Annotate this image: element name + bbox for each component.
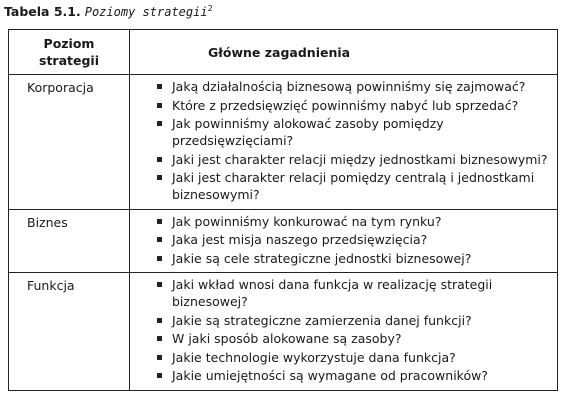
row-level-label: Korporacja: [9, 75, 130, 210]
strategy-levels-table: [8, 29, 558, 391]
issue-text: Jak powinniśmy konkurować na tym rynku?: [172, 213, 442, 229]
caption-title: Poziomy strategii: [84, 5, 208, 20]
issue-text: Jakie są strategiczne zamierzenia danej funkcji?: [172, 312, 472, 328]
issue-text: Jakie umiejętności są wymagane od pracowników?: [172, 368, 488, 383]
issue-text: Jaki wkład wnosi dana funkcja w realizację strategii biznesowej?: [172, 277, 493, 309]
issue-text: Jakie technologie wykorzystuje dana funkcja?: [172, 349, 456, 365]
square-bullet-icon: [157, 336, 162, 341]
square-bullet-icon: [157, 175, 162, 180]
square-bullet-icon: [157, 84, 162, 89]
caption-footnote-marker: 2: [207, 4, 213, 13]
list-item: [156, 78, 553, 95]
row-issues-cell: [130, 273, 558, 391]
square-bullet-icon: [157, 256, 162, 261]
header-strategy-level-text: Poziom strategii: [39, 36, 99, 68]
row-level-label: Biznes: [9, 209, 130, 273]
list-item: [156, 312, 553, 329]
square-bullet-icon: [157, 121, 162, 126]
list-item: [156, 115, 553, 149]
list-item: [156, 367, 553, 384]
header-main-issues: Główne zagadnienia: [130, 30, 558, 75]
list-item: [156, 151, 553, 168]
table-caption: [4, 4, 213, 19]
square-bullet-icon: [157, 282, 162, 287]
list-item: [156, 169, 553, 203]
issue-text: Jaki jest charakter relacji między jednostkami biznesowymi?: [172, 151, 548, 167]
issues-list: [156, 78, 553, 203]
issue-text: Jaka jest misja naszego przedsięwzięcia?: [172, 232, 428, 247]
square-bullet-icon: [157, 373, 162, 378]
square-bullet-icon: [157, 237, 162, 242]
issue-text: Jakie są cele strategiczne jednostki biznesowej?: [172, 250, 472, 266]
list-item: [156, 213, 553, 230]
row-issues-cell: [130, 209, 558, 273]
list-item: [156, 231, 553, 248]
square-bullet-icon: [157, 355, 162, 360]
square-bullet-icon: [157, 219, 162, 224]
row-level-label: Funkcja: [9, 273, 130, 391]
list-item: [156, 349, 553, 366]
issue-text: W jaki sposób alokowane są zasoby?: [172, 331, 402, 346]
issue-text: Które z przedsięwzięć powinniśmy nabyć lub sprzedać?: [172, 97, 519, 113]
issues-list: [156, 276, 553, 384]
table-row: [9, 273, 558, 391]
list-item: [156, 250, 553, 267]
square-bullet-icon: [157, 318, 162, 323]
issues-list: [156, 213, 553, 267]
table-row: [9, 75, 558, 210]
list-item: [156, 330, 553, 347]
issue-text: Jaką działalnością biznesową powinniśmy się zajmować?: [172, 79, 526, 94]
square-bullet-icon: [157, 157, 162, 162]
row-issues-cell: [130, 75, 558, 210]
table-row: [9, 209, 558, 273]
caption-label: Tabela 5.1.: [4, 4, 81, 20]
issue-text: Jaki jest charakter relacji pomiędzy centralą i jednostkami biznesowymi?: [172, 170, 535, 202]
square-bullet-icon: [157, 103, 162, 108]
header-strategy-level: [9, 30, 130, 75]
table-header-row: [9, 30, 558, 75]
issue-text: Jak powinniśmy alokować zasoby pomiędzy przedsięwzięciami?: [172, 116, 444, 148]
list-item: [156, 276, 553, 310]
list-item: [156, 97, 553, 114]
